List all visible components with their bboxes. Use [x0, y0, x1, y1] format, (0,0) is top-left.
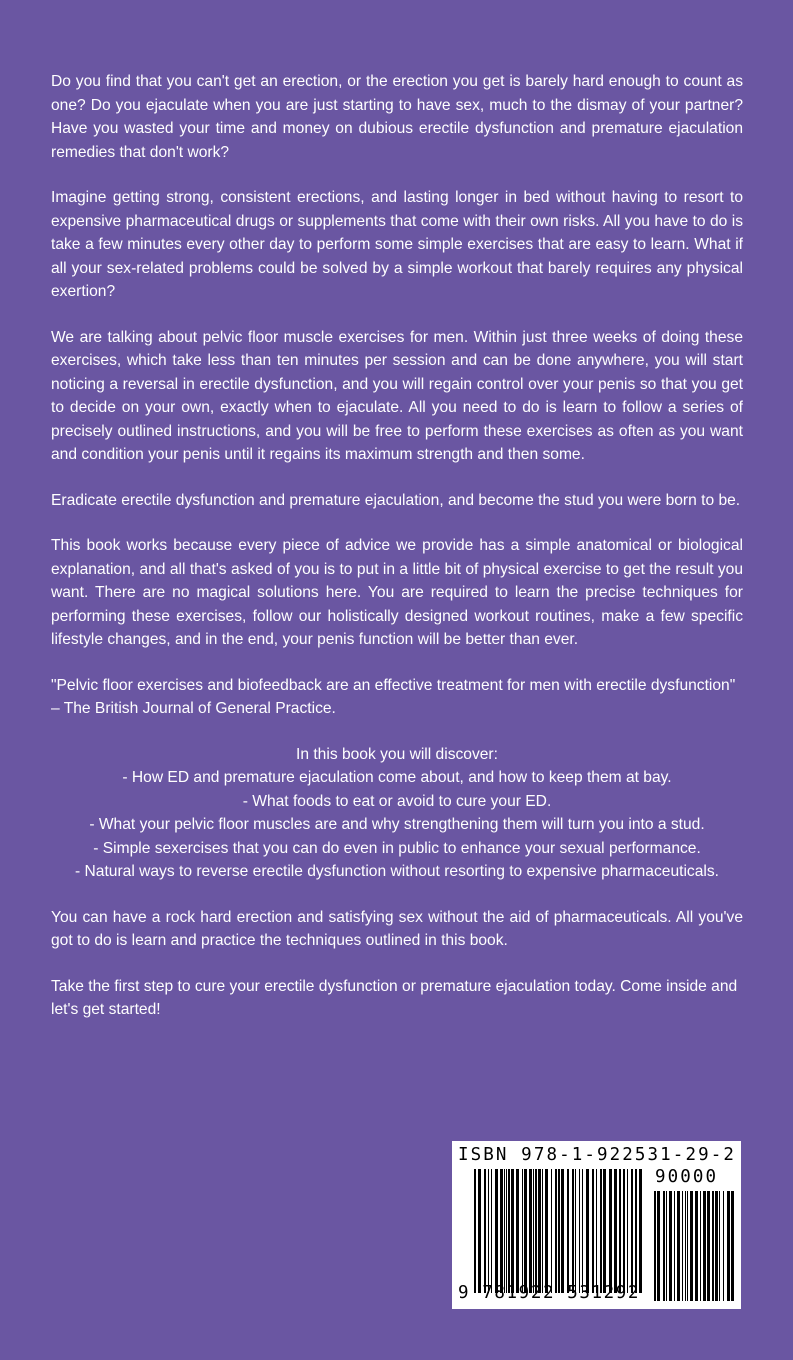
paragraph-first-step: Take the first step to cure your erectile dysfunction or premature ejaculation today. Come inside and let's get started!: [51, 977, 738, 1018]
discover-item: - How ED and premature ejaculation come about, and how to keep them at bay.: [122, 769, 672, 786]
discover-item: - What foods to eat or avoid to cure your ED.: [242, 792, 552, 810]
paragraph-intro: Do you find that you can't get an erection, or the erection you get is barely hard enough to count as one? Do you ejaculate when you are just starting to have sex, much to the dismay of your partner? Have you wasted your time and money on dubious erectile dysfunction and premature ejaculation remedies that don't work?: [51, 73, 743, 161]
paragraph-book-works: This book works because every piece of advice we provide has a simple anatomical or biological explanation, and all that's asked of you is to put in a little bit of physical exercise to get the result you want. There are no magical solutions here. You are required to learn the precise techniques for performing these exercises, follow our holistically designed workout routines, make a few specific lifestyle changes, and in the end, your penis function will be better than ever.: [51, 537, 743, 648]
discover-heading: In this book you will discover:: [296, 745, 498, 763]
paragraph-imagine: Imagine getting strong, consistent erections, and lasting longer in bed without having to resort to expensive pharmaceutical drugs or supplements that come with their own risks. All you have to do is take a few minutes every other day to perform some simple exercises that are easy to learn. What if all your sex-related problems could be solved by a simple workout that barely requires any physical exertion?: [51, 189, 743, 300]
isbn-label: ISBN 978-1-922531-29-2: [458, 1145, 736, 1165]
discover-item: - Simple sexercises that you can do even in public to enhance your sexual performance.: [93, 839, 701, 857]
price-code-label: 90000: [655, 1167, 719, 1187]
discover-item: - What your pelvic floor muscles are and why strengthening them will turn you into a stud.: [89, 816, 705, 833]
discover-item: - Natural ways to reverse erectile dysfunction without resorting to expensive pharmaceuticals.: [75, 863, 719, 880]
isbn-barcode: [452, 1141, 741, 1309]
paragraph-quote: "Pelvic floor exercises and biofeedback are an effective treatment for men with erectile dysfunction" – The British Journal of General Practice.: [51, 676, 736, 717]
discover-list: [51, 743, 743, 884]
blurb-text: [51, 70, 743, 1044]
paragraph-rock-hard: You can have a rock hard erection and satisfying sex without the aid of pharmaceuticals. All you've got to do is learn and practice the techniques outlined in this book.: [51, 908, 743, 949]
paragraph-eradicate: Eradicate erectile dysfunction and premature ejaculation, and become the stud you were born to be.: [51, 491, 741, 509]
paragraph-pelvic-floor: We are talking about pelvic floor muscle exercises for men. Within just three weeks of doing these exercises, which take less than ten minutes per session and can be done anywhere, you will start noticing a reversal in erectile dysfunction, and you will regain control over your penis so that you get to decide on your own, exactly when to ejaculate. All you need to do is learn to follow a series of precisely outlined instructions, and you will be free to perform these exercises as often as you want and condition your penis until it regains its maximum strength and then some.: [51, 328, 743, 463]
ean-digits-label: 9 781922 531292: [458, 1283, 641, 1303]
